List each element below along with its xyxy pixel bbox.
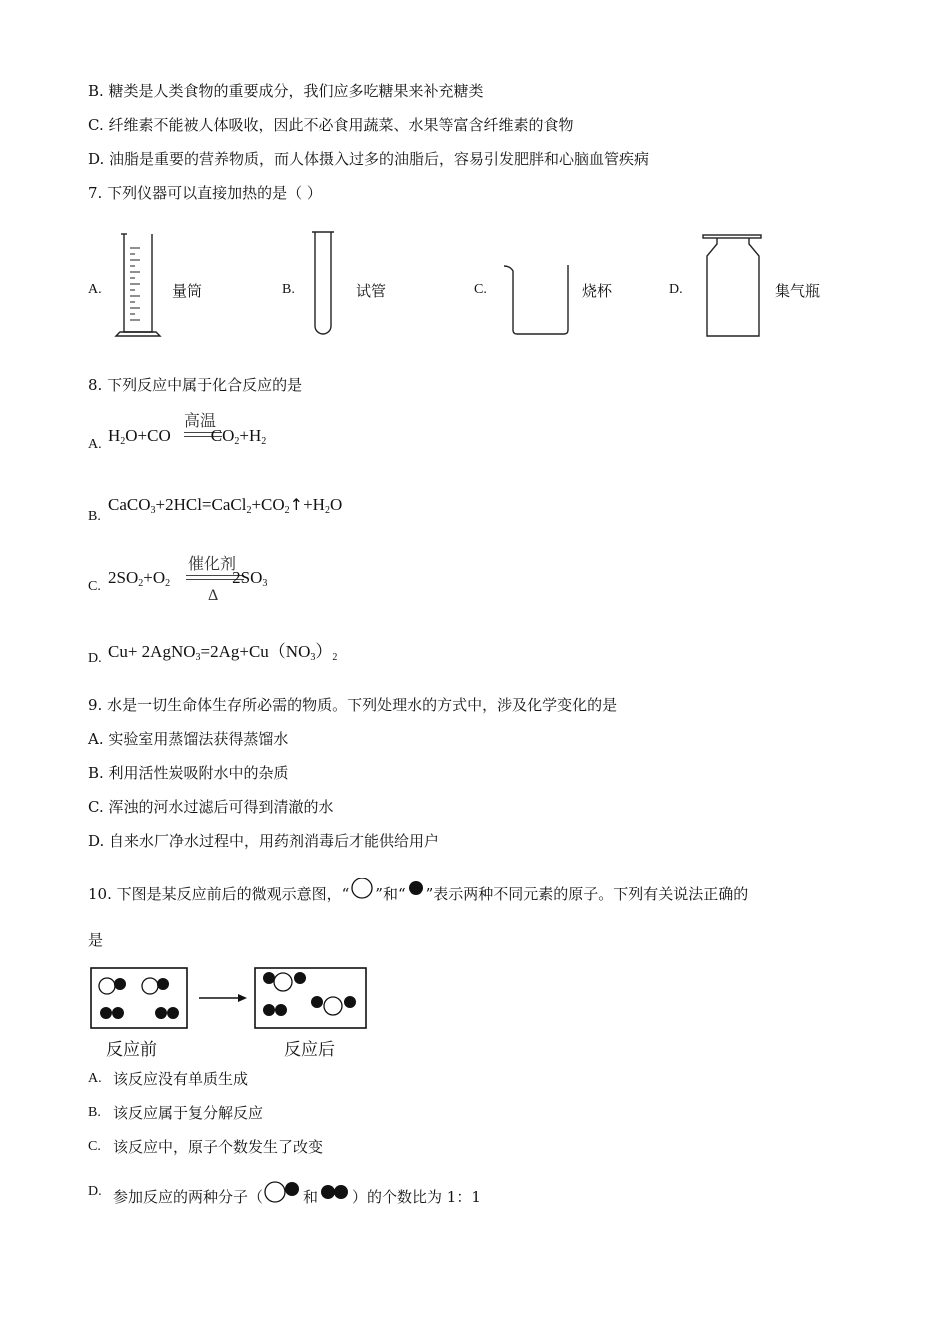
q7-name-d: 集气瓶: [775, 282, 821, 300]
q10-option-c: 该反应中，原子个数发生了改变: [113, 1138, 324, 1156]
white-black-molecule-icon: [263, 1180, 303, 1204]
q10-option-a: 该反应没有单质生成: [113, 1070, 249, 1088]
reaction-micro-diagram: [88, 964, 373, 1034]
q7-letter-d: D.: [669, 282, 683, 297]
before-box: [91, 968, 187, 1028]
q9-option-c: C. 浑浊的河水过滤后可得到清澈的水: [88, 798, 334, 816]
q10-option-b: 该反应属于复分解反应: [113, 1104, 264, 1122]
q8-letter-a: A.: [88, 437, 102, 452]
white-atom-icon: [349, 878, 375, 900]
q7-name-c: 烧杯: [582, 282, 613, 300]
gas-collecting-bottle-image: [700, 230, 766, 342]
q9-option-b: B. 利用活性炭吸附水中的杂质: [88, 764, 289, 782]
q9-option-d: D. 自来水厂净水过程中，用药剂消毒后才能供给用户: [88, 832, 440, 850]
q8-letter-b: B.: [88, 509, 101, 524]
beaker-image: [500, 260, 576, 340]
caption-after: 反应后: [284, 1040, 335, 1060]
q8-letter-c: C.: [88, 579, 101, 594]
q9-stem: 9. 水是一切生命体生存所必需的物质。下列处理水的方式中，涉及化学变化的是: [88, 696, 618, 714]
q7-stem: 7. 下列仪器可以直接加热的是（ ）: [88, 184, 322, 202]
caption-before: 反应前: [106, 1040, 157, 1060]
q7-name-b: 试管: [356, 282, 387, 300]
q10-letter-a: A.: [88, 1071, 102, 1086]
q6-option-b: B. 糖类是人类食物的重要成分，我们应多吃糖果来补充糖类: [88, 82, 484, 100]
q8-equation-b: $CaCO_3+2HCl=CaCl_2+CO_2↑+H_2O$: [108, 495, 343, 516]
q10-stem: 10. 下图是某反应前后的微观示意图，“ ”和“ ”表示两种不同元素的原子。下列有关说法正确的: [88, 878, 748, 904]
q9-option-a: A. 实验室用蒸馏法获得蒸馏水: [88, 730, 289, 748]
q10-option-d: 参加反应的两种分子（ 和 ）的个数比为 1：1: [113, 1180, 481, 1207]
test-tube-image: [305, 228, 341, 342]
q8-a-condition: 高温: [184, 411, 217, 430]
graduated-cylinder-image: [112, 228, 164, 342]
q8-letter-d: D.: [88, 651, 102, 666]
q8-equation-c: $2SO_2+O_2$ $2SO_3$: [108, 568, 268, 589]
q10-letter-c: C.: [88, 1139, 101, 1154]
q8-c-condition-top: 催化剂: [188, 554, 237, 573]
q10-letter-b: B.: [88, 1105, 101, 1120]
q8-stem: 8. 下列反应中属于化合反应的是: [88, 376, 303, 394]
black-atom-icon: [406, 879, 426, 899]
q7-name-a: 量筒: [172, 282, 203, 300]
q10-letter-d: D.: [88, 1184, 102, 1199]
q7-letter-c: C.: [474, 282, 487, 297]
q7-letter-b: B.: [282, 282, 295, 297]
q8-equation-a: $H_2O+CO$ $CO_2+H_2$: [108, 426, 267, 447]
q6-option-c: C. 纤维素不能被人体吸收，因此不必食用蔬菜、水果等富含纤维素的食物: [88, 116, 574, 134]
q10-stem-continued: 是: [88, 931, 104, 949]
q7-letter-a: A.: [88, 282, 102, 297]
q6-option-d: D. 油脂是重要的营养物质，而人体摄入过多的油脂后，容易引发肥胖和心脑血管疾病: [88, 150, 650, 168]
q8-c-condition-bottom: Δ: [208, 587, 219, 604]
black-black-molecule-icon: [318, 1182, 352, 1204]
q8-equation-d: $Cu+ 2AgNO_3=2Ag+Cu(NO_3)_2$: [108, 642, 338, 663]
